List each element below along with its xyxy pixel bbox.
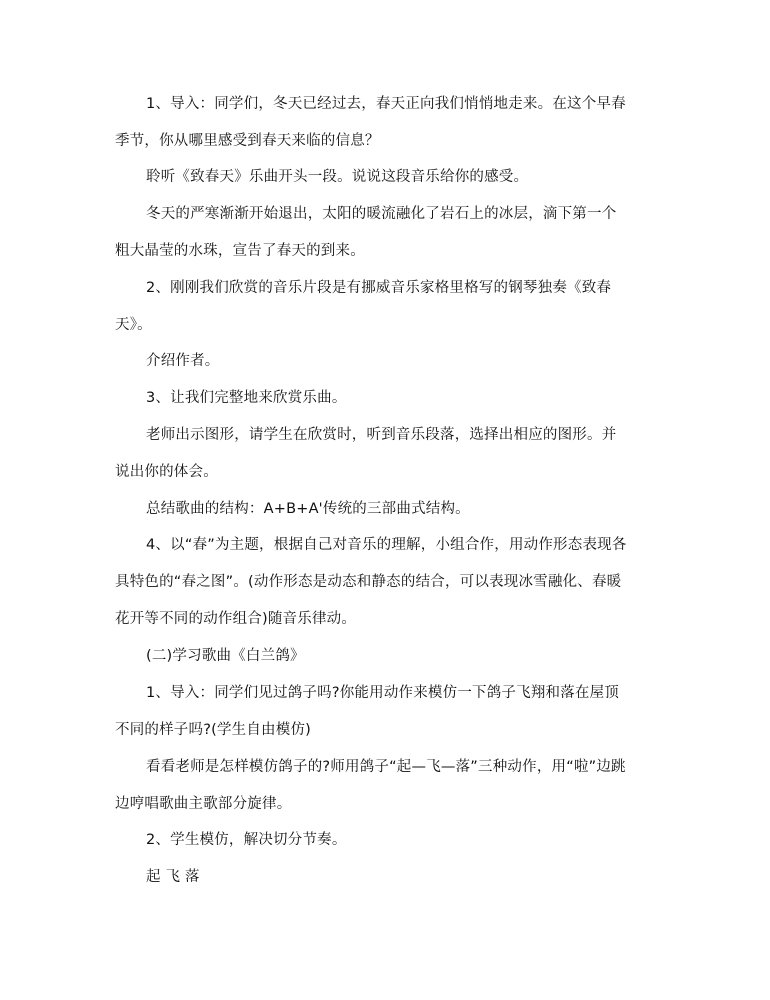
text-line: 不同的样子吗?(学生自由模仿) (115, 722, 312, 738)
text-line: 老师出示图形，请学生在欣赏时，听到音乐段落，选择出相应的图形。并 (146, 427, 617, 443)
text-line: 说出你的体会。 (115, 464, 218, 480)
text-line: 边哼唱歌曲主歌部分旋律。 (115, 796, 292, 812)
text-line: 4、以“春”为主题，根据自己对音乐的理解，小组合作，用动作形态表现各 (146, 537, 627, 553)
text-line: 2、刚刚我们欣赏的音乐片段是有挪威音乐家格里格写的钢琴独奏《致春 (146, 280, 612, 296)
text-line: 总结歌曲的结构：A+B+A'传统的三部曲式结构。 (146, 501, 470, 517)
text-line: 1、导入：同学们见过鸽子吗?你能用动作来模仿一下鸽子飞翔和落在屋顶 (146, 685, 620, 701)
text-line: 看看老师是怎样模仿鸽子的?师用鸽子“起—飞—落”三种动作，用“啦”边跳 (146, 759, 626, 775)
text-line: 3、让我们完整地来欣赏乐曲。 (146, 390, 347, 406)
text-line: 具特色的“春之图”。(动作形态是动态和静态的结合，可以表现冰雪融化、春暖 (115, 574, 622, 590)
text-line: 天》。 (115, 317, 152, 333)
text-line: 季节，你从哪里感受到春天来临的信息？ (115, 133, 380, 149)
text-line: 花开等不同的动作组合)随音乐律动。 (115, 611, 357, 627)
text-line: 起 飞 落 (146, 869, 200, 885)
text-line: 1、导入：同学们，冬天已经过去，春天正向我们悄悄地走来。在这个早春 (146, 96, 626, 112)
text-line: 聆听《致春天》乐曲开头一段。说说这段音乐给你的感受。 (146, 169, 529, 185)
text-line: 2、学生模仿，解决切分节奏。 (146, 832, 347, 848)
text-line: (二)学习歌曲《白兰鸽》 (146, 648, 305, 664)
text-line: 粗大晶莹的水珠，宣告了春天的到来。 (115, 243, 365, 259)
text-line: 介绍作者。 (146, 353, 220, 369)
text-line: 冬天的严寒渐渐开始退出，太阳的暖流融化了岩石上的冰层，滴下第一个 (146, 206, 617, 222)
